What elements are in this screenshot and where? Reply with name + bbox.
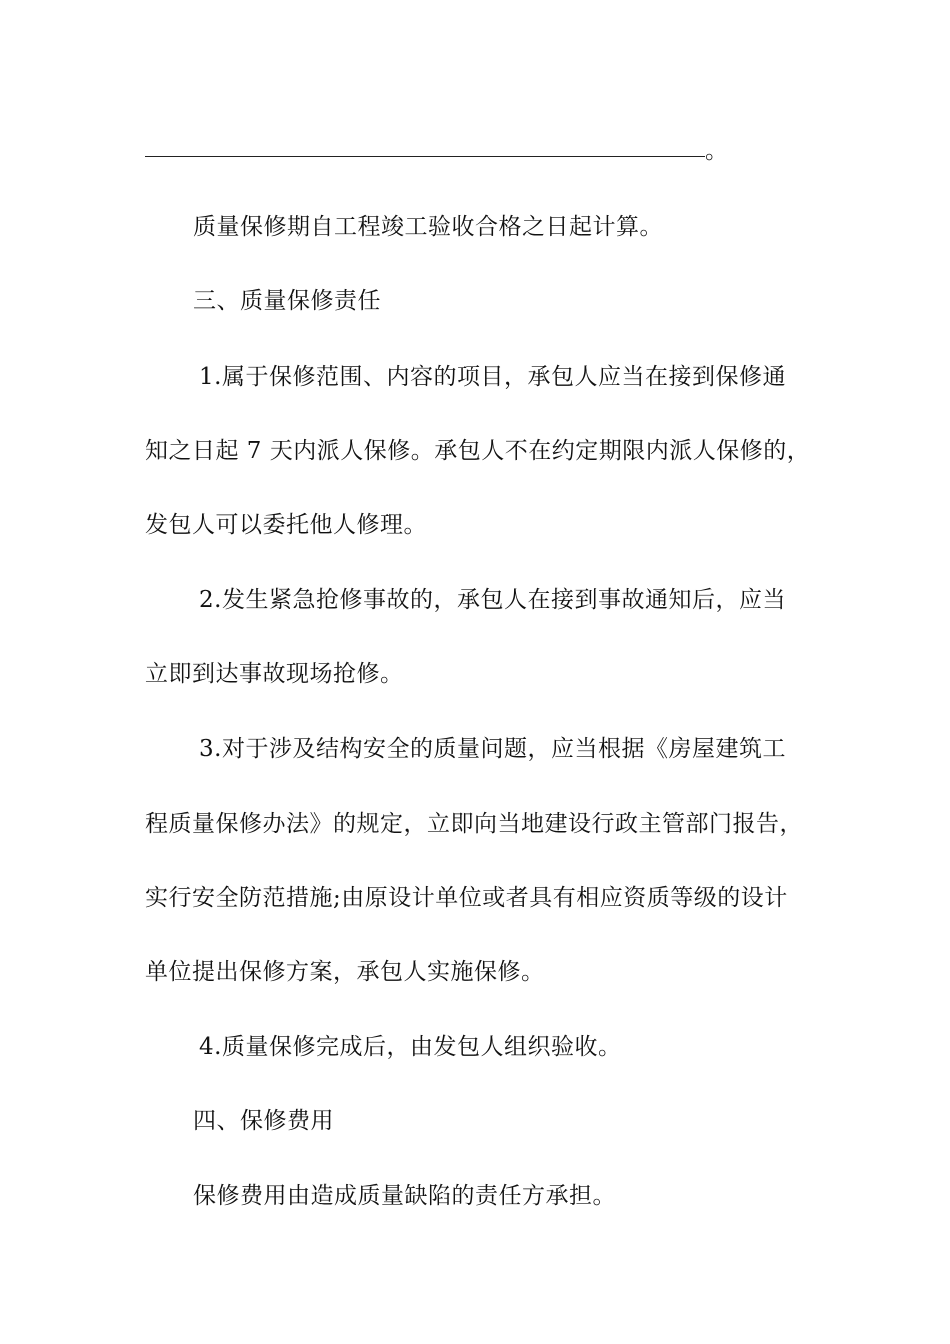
clause-2-line-1: 2.发生紧急抢修事故的，承包人在接到事故通知后，应当 [199, 587, 786, 613]
clause-1-line-1: 1.属于保修范围、内容的项目，承包人应当在接到保修通 [199, 364, 786, 390]
clause-3-line-3: 实行安全防范措施;由原设计单位或者具有相应资质等级的设计 [145, 885, 788, 911]
section-heading-warranty-responsibility: 三、质量保修责任 [193, 288, 381, 314]
clause-3-line-1: 3.对于涉及结构安全的质量问题，应当根据《房屋建筑工 [199, 736, 786, 762]
clause-3-line-2: 程质量保修办法》的规定，立即向当地建设行政主管部门报告， [145, 811, 803, 837]
blank-line-period: 。 [705, 138, 728, 164]
clause-1-line-2: 知之日起 7 天内派人保修。承包人不在约定期限内派人保修的， [145, 438, 811, 464]
clause-3-line-4: 单位提出保修方案，承包人实施保修。 [145, 959, 545, 985]
section-heading-warranty-costs: 四、保修费用 [193, 1108, 334, 1134]
clause-4-line-1: 4.质量保修完成后，由发包人组织验收。 [199, 1034, 622, 1060]
paragraph-warranty-costs: 保修费用由造成质量缺陷的责任方承担。 [193, 1183, 616, 1209]
clause-1-line-3: 发包人可以委托他人修理。 [145, 512, 427, 538]
clause-2-line-2: 立即到达事故现场抢修。 [145, 661, 404, 687]
paragraph-warranty-period-start: 质量保修期自工程竣工验收合格之日起计算。 [193, 214, 663, 240]
fill-in-blank-line [145, 156, 705, 157]
